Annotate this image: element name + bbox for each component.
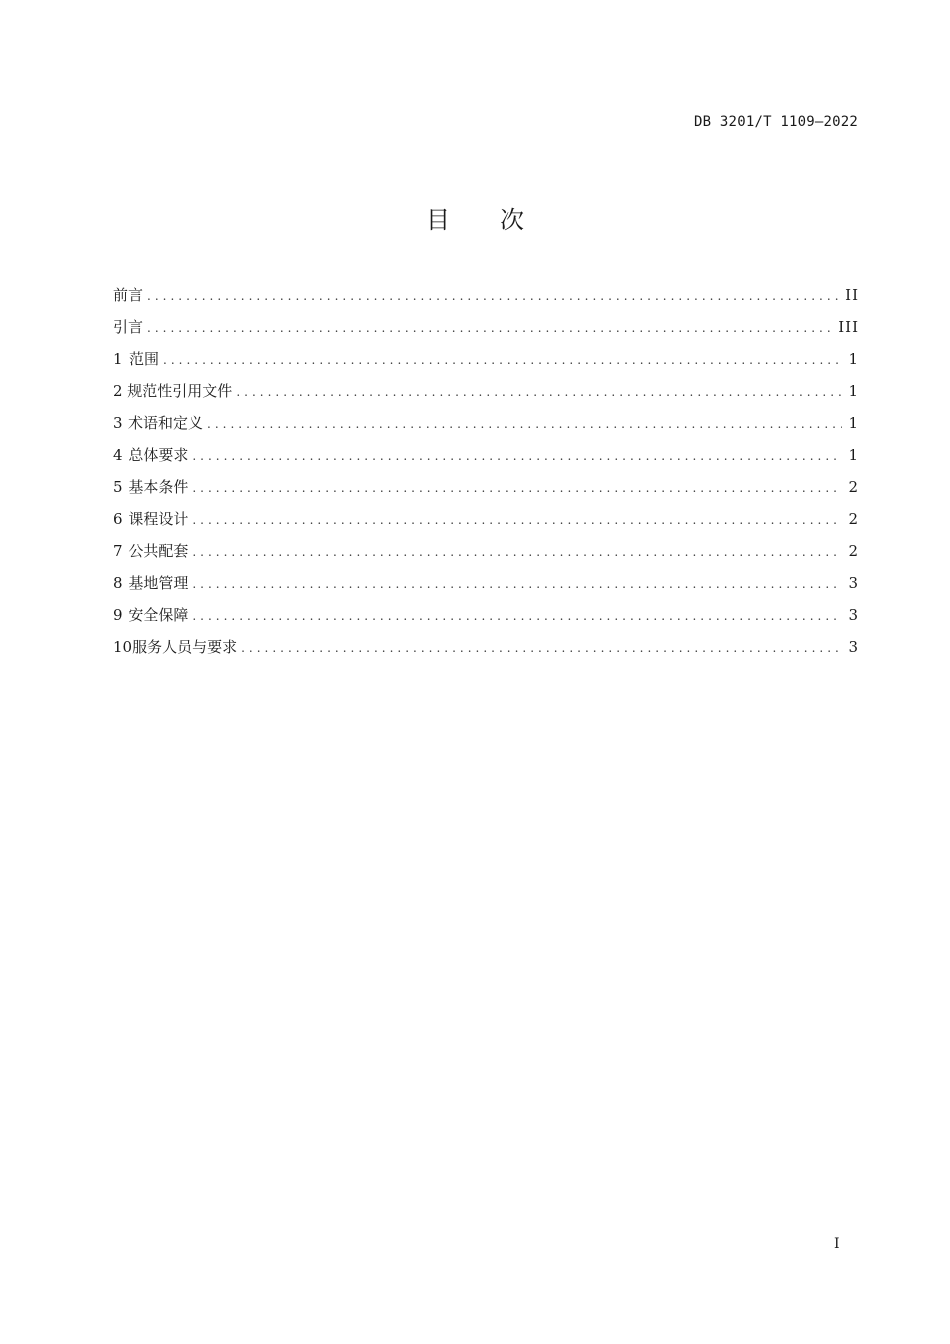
dot-leader — [163, 353, 842, 367]
toc-entry-label: 公共配套 — [128, 542, 189, 560]
toc-entry-page: III — [838, 318, 859, 336]
toc-entry-label: 引言 — [113, 318, 144, 336]
toc-entry-label: 服务人员与要求 — [132, 638, 238, 656]
toc-entry-label: 课程设计 — [128, 510, 189, 528]
toc-entry-label: 前言 — [113, 286, 144, 304]
toc-entry-4[interactable] — [113, 444, 859, 476]
dot-leader — [241, 641, 842, 655]
dot-leader — [207, 417, 842, 431]
toc-entry-number: 9 — [113, 606, 123, 624]
page-title — [0, 200, 950, 235]
toc-entry-label: 基地管理 — [128, 574, 189, 592]
toc-entry-page: II — [845, 286, 859, 304]
toc-entry-foreword[interactable] — [113, 284, 859, 316]
toc-entry-label: 术语和定义 — [128, 414, 204, 432]
toc-entry-page: 3 — [848, 606, 859, 624]
dot-leader — [192, 449, 842, 463]
page-number: I — [834, 1236, 840, 1252]
toc-entry-9[interactable] — [113, 604, 859, 636]
toc-entry-5[interactable] — [113, 476, 859, 508]
toc-entry-10[interactable] — [113, 636, 859, 668]
toc-entry-number: 3 — [113, 414, 123, 432]
dot-leader — [192, 577, 842, 591]
toc-entry-2[interactable] — [113, 380, 859, 412]
toc-entry-label: 规范性引用文件 — [127, 382, 233, 400]
toc-entry-page: 2 — [848, 510, 859, 528]
toc-entry-page: 2 — [848, 542, 859, 560]
toc-entry-number: 8 — [113, 574, 123, 592]
toc-entry-label: 总体要求 — [128, 446, 189, 464]
dot-leader — [192, 609, 842, 623]
table-of-contents — [113, 284, 859, 668]
toc-entry-page: 1 — [848, 414, 859, 432]
dot-leader — [147, 321, 832, 335]
title-char-2: 次 — [500, 206, 524, 234]
toc-entry-number: 1 — [113, 350, 123, 368]
toc-entry-number: 7 — [113, 542, 123, 560]
toc-entry-1[interactable] — [113, 348, 859, 380]
toc-entry-6[interactable] — [113, 508, 859, 540]
toc-entry-page: 3 — [848, 574, 859, 592]
dot-leader — [236, 385, 842, 399]
toc-entry-number: 6 — [113, 510, 123, 528]
toc-entry-number: 5 — [113, 478, 123, 496]
dot-leader — [192, 545, 842, 559]
toc-entry-8[interactable] — [113, 572, 859, 604]
dot-leader — [147, 289, 839, 303]
toc-entry-page: 2 — [848, 478, 859, 496]
title-char-1: 目 — [426, 206, 450, 234]
toc-entry-page: 1 — [848, 350, 859, 368]
toc-entry-page: 3 — [848, 638, 859, 656]
toc-entry-introduction[interactable] — [113, 316, 859, 348]
toc-entry-number: 4 — [113, 446, 123, 464]
toc-entry-label: 安全保障 — [128, 606, 189, 624]
toc-entry-page: 1 — [848, 382, 859, 400]
dot-leader — [192, 513, 842, 527]
toc-entry-7[interactable] — [113, 540, 859, 572]
toc-entry-number: 10 — [113, 638, 133, 656]
dot-leader — [192, 481, 842, 495]
toc-entry-3[interactable] — [113, 412, 859, 444]
toc-entry-page: 1 — [848, 446, 859, 464]
toc-entry-label: 范围 — [129, 350, 160, 368]
toc-entry-label: 基本条件 — [128, 478, 189, 496]
document-code: DB 3201/T 1109—2022 — [694, 114, 858, 130]
toc-entry-number: 2 — [113, 382, 123, 400]
